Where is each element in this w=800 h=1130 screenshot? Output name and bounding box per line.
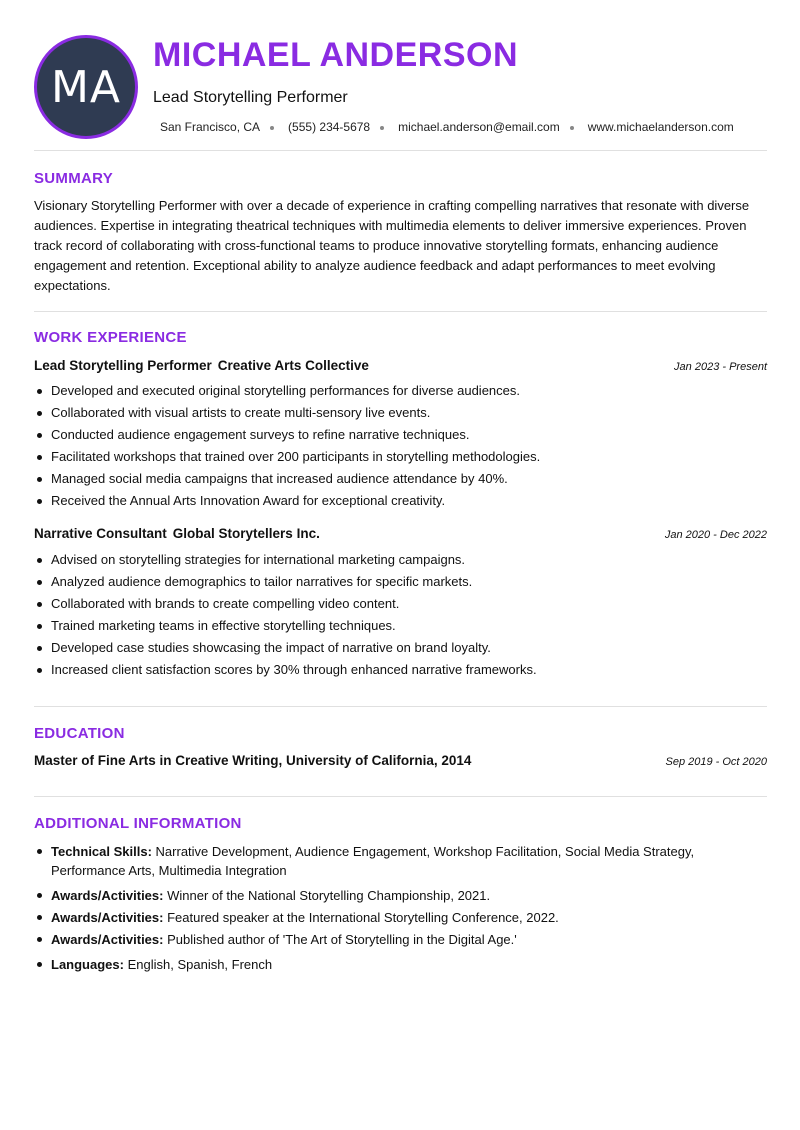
divider — [34, 796, 767, 797]
list-item — [34, 886, 734, 905]
education-dates: Sep 2019 - Oct 2020 — [665, 756, 767, 768]
job-role: Lead Storytelling Performer — [34, 358, 212, 373]
contact-bar — [160, 120, 734, 134]
contact-email[interactable]: michael.anderson@email.com — [398, 120, 560, 134]
summary-heading: SUMMARY — [34, 170, 114, 187]
list-item: Collaborated with visual artists to create multi-sensory live events. — [34, 402, 767, 424]
job-company: Global Storytellers Inc. — [172, 526, 320, 541]
info-label: Awards/Activities: — [51, 910, 164, 925]
separator-dot — [270, 126, 274, 130]
list-item: Advised on storytelling strategies for international marketing campaigns. — [34, 549, 767, 571]
list-item: Analyzed audience demographics to tailor narratives for specific markets. — [34, 571, 767, 593]
education-degree: Master of Fine Arts in Creative Writing, University of California, 2014 — [34, 753, 472, 768]
info-text: English, Spanish, French — [127, 957, 273, 972]
list-item: Developed case studies showcasing the impact of narrative on brand loyalty. — [34, 637, 767, 659]
list-item: Managed social media campaigns that increased audience attendance by 40%. — [34, 468, 767, 490]
additional-info-list — [34, 842, 734, 974]
divider — [34, 311, 767, 312]
job-dates-2: Jan 2020 - Dec 2022 — [664, 529, 767, 541]
list-item — [34, 955, 734, 974]
avatar-initials: MA — [50, 61, 122, 113]
info-label: Technical Skills: — [51, 844, 152, 859]
job-dates-1: Jan 2023 - Present — [674, 361, 767, 373]
info-text: Featured speaker at the International Storytelling Conference, 2022. — [167, 910, 559, 925]
info-label: Languages: — [51, 957, 124, 972]
candidate-name: MICHAEL ANDERSON — [153, 36, 519, 74]
info-label: Awards/Activities: — [51, 932, 164, 947]
job-title-2 — [34, 526, 320, 541]
separator-dot — [570, 126, 574, 130]
additional-info-heading: ADDITIONAL INFORMATION — [34, 815, 242, 832]
job-role: Narrative Consultant — [34, 526, 167, 541]
job-bullets-2 — [34, 549, 767, 681]
summary-text: Visionary Storytelling Performer with over a decade of experience in crafting compelling narratives that resonate with diverse audiences. Expertise in integrating theatrical techniques with multimedia elements to deliver immersive experiences. Proven track record of collaborating with cross-functional teams to produce innovative storytelling formats, enhancing audience engagement and retention. Exceptional ability to analyze audience feedback and adapt performances to meet evolving expectations. — [34, 198, 750, 293]
info-text: Published author of 'The Art of Storytelling in the Digital Age.' — [167, 932, 517, 947]
separator-dot — [380, 126, 384, 130]
list-item: Facilitated workshops that trained over 200 participants in storytelling methodologies. — [34, 446, 767, 468]
work-experience-heading: WORK EXPERIENCE — [34, 329, 187, 346]
contact-phone: (555) 234-5678 — [288, 120, 371, 134]
list-item: Developed and executed original storytelling performances for diverse audiences. — [34, 380, 767, 402]
info-text: Narrative Development, Audience Engagement, Workshop Facilitation, Social Media Strategy, Performance Arts, Multimedia Integration — [51, 844, 695, 878]
info-label: Awards/Activities: — [51, 888, 164, 903]
divider — [34, 706, 767, 707]
list-item — [34, 908, 734, 927]
job-bullets-1 — [34, 380, 767, 512]
candidate-headline: Lead Storytelling Performer — [153, 89, 348, 106]
list-item — [34, 842, 734, 880]
list-item: Trained marketing teams in effective storytelling techniques. — [34, 615, 767, 637]
list-item: Collaborated with brands to create compelling video content. — [34, 593, 767, 615]
list-item — [34, 930, 734, 949]
divider — [34, 150, 767, 151]
education-heading: EDUCATION — [34, 725, 125, 742]
job-title-1 — [34, 358, 369, 373]
list-item: Received the Annual Arts Innovation Award for exceptional creativity. — [34, 490, 767, 512]
contact-location: San Francisco, CA — [160, 120, 261, 134]
contact-website[interactable]: www.michaelanderson.com — [587, 120, 734, 134]
info-text: Winner of the National Storytelling Championship, 2021. — [167, 888, 491, 903]
avatar — [34, 35, 138, 139]
job-company: Creative Arts Collective — [217, 358, 369, 373]
list-item: Increased client satisfaction scores by 30% through enhanced narrative frameworks. — [34, 659, 767, 681]
list-item: Conducted audience engagement surveys to refine narrative techniques. — [34, 424, 767, 446]
